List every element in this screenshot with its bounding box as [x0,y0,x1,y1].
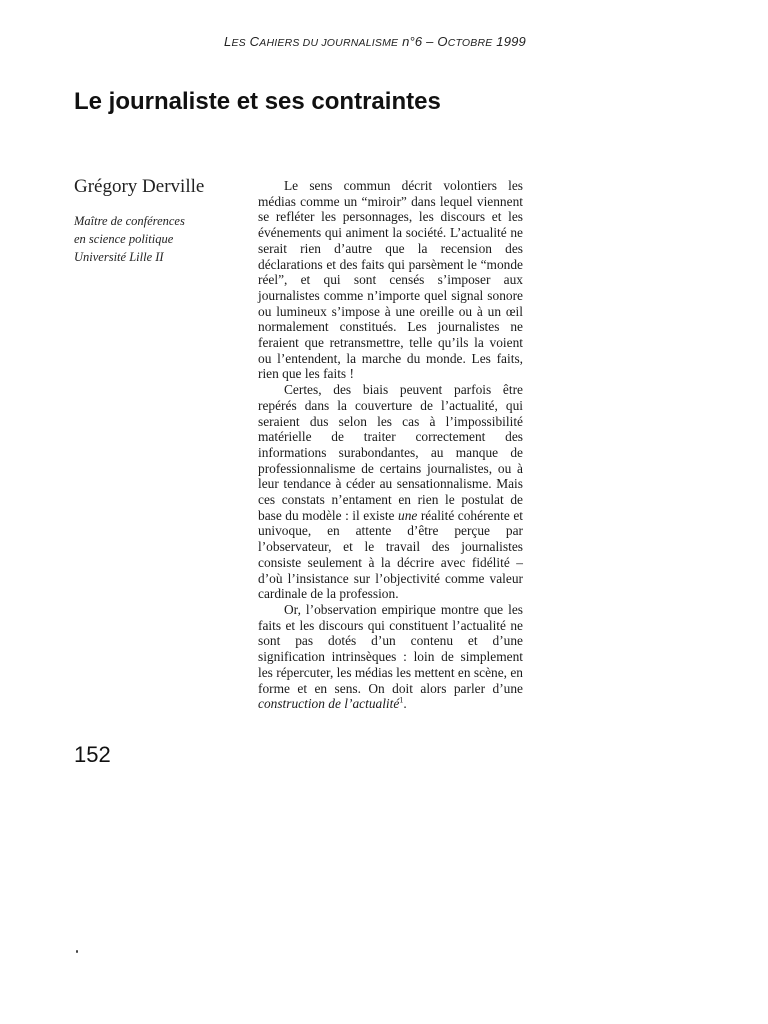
scan-speck [76,950,78,953]
paragraph-3-end: . [403,696,407,712]
paragraph-3-text: Or, l’observation empirique montre que les faits et les discours qui constituent l’actualité ne sont pas dotés d’un contenu et d’une signification intrinsèques : loin de simplement les répercuter, les médias les mettent en scène, en forme et en sens. On doit alors parler d’une [258,601,523,696]
article-body [258,178,523,712]
paragraph-3 [258,602,523,712]
emphasis-construction: construction de l’actualité [258,696,400,712]
emphasis-une: une [398,507,418,523]
month-smallcaps: CTOBRE [447,37,493,49]
journal-initial-2: C [249,34,260,49]
affiliation-line: Maître de conférences [74,214,185,228]
article-title: Le journaliste et ses contraintes [74,88,441,115]
paragraph-2-text: Certes, des biais peuvent parfois être repérés dans la couverture de l’actualité, qui seraient dus selon les cas à l’impossibilité matérielle de traiter correctement des informations surabondantes, au manque de professionnalisme de certains journalistes, ou à leur tendance à céder au sensationnalisme. Mais ces constats n’entament en rien le postulat de base du modèle : il existe [258,382,523,523]
author-name: Grégory Derville [74,176,205,197]
footnote-marker[interactable]: 1 [399,695,404,705]
paragraph-2 [258,382,523,602]
page-number: 152 [74,742,111,767]
running-header [224,34,526,49]
journal-smallcaps-2: AHIERS DU JOURNALISME [259,37,399,49]
affiliation-line: en science politique [74,232,174,246]
paragraph-1: Le sens commun décrit volontiers les médias comme un “miroir” dans lequel viennent se refléter les personnages, les discours et les événements qui animent la société. L’actualité ne serait rien d’autre que la recension des déclarations et des faits qui parsèment le “monde réel”, et qui sont censés s’imposer aux journalistes comme n’importe quel signal sonore ou lumineux s’impose à une oreille ou à un œil normalement constitués. Les journalistes ne feraient que retransmettre, telle qu’ils la voient ou l’entendent, la marche du monde. Les faits, rien que les faits ! [258,178,523,382]
journal-initial-1: L [224,34,232,49]
affiliation-line: Université Lille II [74,250,164,264]
journal-smallcaps-1: ES [231,37,246,49]
issue-year: 1999 [496,34,526,49]
month-initial: O [437,34,448,49]
author-affiliation [74,212,185,266]
issue-number: n°6 – [402,34,438,49]
paragraph-2-text-cont: réalité cohérente et univoque, en attente d’être perçue par l’observateur, et le travail des journalistes consiste seulement à la décrire avec fidélité – d’où l’insistance sur l’objectivité comme valeur cardinale de la profession. [258,507,523,602]
